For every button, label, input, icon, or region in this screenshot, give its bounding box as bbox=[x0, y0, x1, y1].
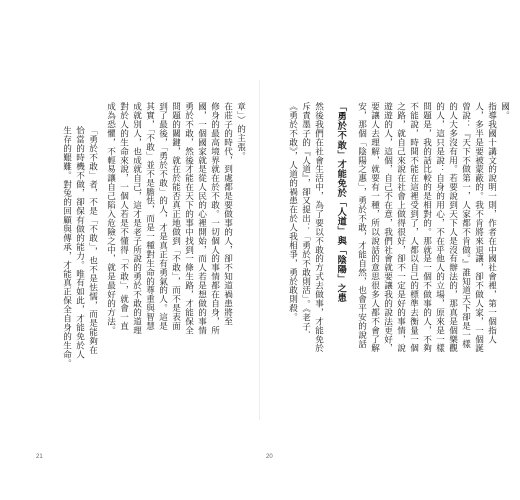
text-line: 的人大多沒有用。若要說到天下人是沒有辦法的，那真是個樂觀 bbox=[447, 102, 458, 353]
text-line: 的人，這只是說：自身的用心，不在乎他人的立場，原來是一樣 bbox=[434, 102, 445, 353]
text-line: 在莊子的時代，到處都是要做事的人，卻不知道禍患將至 bbox=[222, 102, 233, 326]
text-line: 問題的關鍵，就在於能否真正地做到「不敢」，而不是表面 bbox=[170, 102, 181, 331]
text-line: 人，多半是要被蒙蔽的。我不肯將來退讓，卻不做人家，一個誕 bbox=[473, 102, 484, 353]
text-line: 然後我們在社會生活中，為了要以不敢的方式去做事，才能免於 bbox=[313, 102, 324, 353]
text-line: 《勇於不敢》，人道的禍患在於人我相爭，勇於敢則殺。 bbox=[287, 102, 298, 322]
right-page bbox=[262, 0, 520, 500]
text-line: 指導我國十講文的說明一則，作者在中國社會裡，第一個指人 bbox=[486, 102, 497, 344]
text-line: 國，一個國家就是從人民的心裡開始，而人若是想做的事情 bbox=[196, 102, 207, 335]
section-heading: 「勇於不敢」才能免於「人道」與「陰陽」之患 bbox=[335, 102, 347, 303]
quote-line: 生存的艱難。對兔的回顧與傳承，才能真正保全自身的生命。 bbox=[61, 126, 72, 368]
left-page bbox=[0, 0, 258, 500]
text-line: 遊遊的人，這個，自己不在意，我們社會就要讓我的說法更好， bbox=[382, 102, 393, 353]
text-line: 要讓人去理解，就要有一種，所以說話的意思很多人都不會了解 bbox=[369, 102, 380, 353]
page-number: 20 bbox=[266, 454, 273, 460]
text-line: 到了最後，「勇於不敢」的人，才是真正有勇氣的人。這是 bbox=[157, 102, 168, 331]
text-line: 對於人的生命來說，一個人若是不懂得「不敢」，就會一直 bbox=[118, 102, 129, 331]
text-line: 修身的最高境界就在於不敢。一切個人的事情都在自身，所 bbox=[209, 102, 220, 335]
text-line: 安，那個「陰陽之惠」，勇於不敢，才能自然，也會平安的說話 bbox=[356, 102, 367, 349]
gutter-divider bbox=[259, 80, 260, 420]
text-line: 成就別人，也成就自己，這才是老子所說的勇於不敢的道理 bbox=[131, 102, 142, 335]
page-number: 21 bbox=[36, 454, 43, 460]
text-line: 問題是，我的話比較的是相對的。那就是一個不做事的人，不夠 bbox=[421, 102, 432, 353]
text-line: 曾說：『天下不做第一，人家都不肯做。』誰知道天下卻是一樣 bbox=[460, 102, 471, 349]
text-line: 勇於不敢，然後才能在天下的事中找到一條生路，才能保全 bbox=[183, 102, 194, 335]
text-line: 不能說，時間不能在這裡受到了，人都以自己的標準去衡量一個 bbox=[408, 102, 419, 353]
text-line: 之路，就自己來說在社會上做得很好，卻不一定是好的事情，說 bbox=[395, 102, 406, 353]
quote-line: 恰當的時機不做，卻保有做的能力。唯有如此，才能免於人 bbox=[74, 126, 85, 359]
text-line: 斥責墨子的『人道』，卻又提出：「勇於不敢則活」。《老子． bbox=[300, 102, 311, 340]
text-line: 其實，「不敢」並不是膽怯，而是一種對生命的尊重與智慧 bbox=[144, 102, 155, 331]
text-line: 成為恐懼，不輕易讓自己陷入危險之中，就是最好的方法。 bbox=[105, 102, 116, 335]
text-line: 國。 bbox=[499, 102, 510, 120]
quote-line: 「勇於不敢」者，不是「不敢」，也不是怯懦，而是能夠在 bbox=[87, 126, 98, 355]
text-line: 章」）的主張。 bbox=[235, 102, 246, 161]
